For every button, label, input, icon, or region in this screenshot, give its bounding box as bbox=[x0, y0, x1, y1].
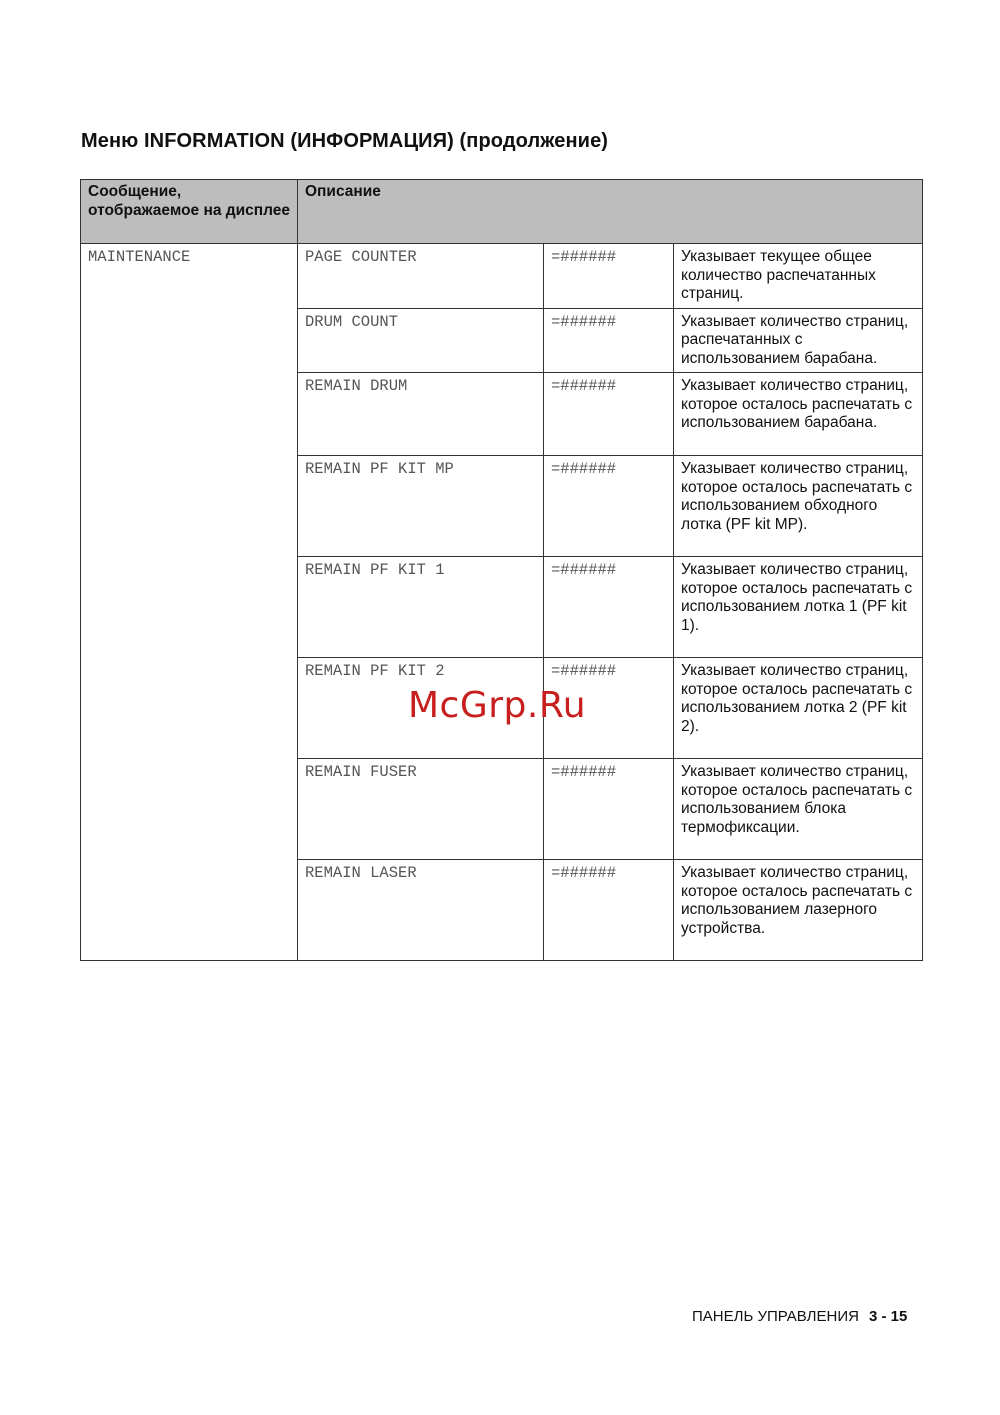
header-display-message: Сообщение, отображаемое на дисплее bbox=[81, 180, 298, 244]
group-maintenance: MAINTENANCE bbox=[81, 244, 298, 961]
row-item: REMAIN PF KIT 1 bbox=[298, 557, 544, 658]
row-item: DRUM COUNT bbox=[298, 308, 544, 373]
page-footer bbox=[692, 1308, 907, 1325]
table-header-row bbox=[81, 180, 923, 244]
row-item: PAGE COUNTER bbox=[298, 244, 544, 309]
row-item: REMAIN LASER bbox=[298, 860, 544, 961]
row-item: REMAIN PF KIT 2 bbox=[298, 658, 544, 759]
row-description: Указывает текущее общее количество распечатанных страниц. bbox=[674, 244, 923, 309]
information-menu-table bbox=[80, 179, 923, 961]
row-description: Указывает количество страниц, которое осталось распечатать с использованием лотка 2 (PF kit 2). bbox=[674, 658, 923, 759]
row-value: =###### bbox=[544, 658, 674, 759]
row-item: REMAIN DRUM bbox=[298, 373, 544, 456]
row-value: =###### bbox=[544, 373, 674, 456]
row-description: Указывает количество страниц, которое осталось распечатать с использованием барабана. bbox=[674, 373, 923, 456]
row-item: REMAIN FUSER bbox=[298, 759, 544, 860]
table-row bbox=[81, 244, 923, 309]
row-description: Указывает количество страниц, которое осталось распечатать с использованием лазерного устройства. bbox=[674, 860, 923, 961]
watermark: McGrp.Ru bbox=[408, 685, 587, 726]
row-description: Указывает количество страниц, распечатанных с использованием барабана. bbox=[674, 308, 923, 373]
row-item: REMAIN PF KIT MP bbox=[298, 456, 544, 557]
footer-section-title: ПАНЕЛЬ УПРАВЛЕНИЯ bbox=[692, 1308, 859, 1325]
row-value: =###### bbox=[544, 557, 674, 658]
page-number: 3 - 15 bbox=[868, 1308, 908, 1325]
row-value: =###### bbox=[544, 308, 674, 373]
page-title: Меню INFORMATION (ИНФОРМАЦИЯ) (продолжение) bbox=[81, 130, 609, 152]
row-description: Указывает количество страниц, которое осталось распечатать с использованием блока термофиксации. bbox=[674, 759, 923, 860]
row-value: =###### bbox=[544, 860, 674, 961]
row-value: =###### bbox=[544, 244, 674, 309]
row-description: Указывает количество страниц, которое осталось распечатать с использованием лотка 1 (PF kit 1). bbox=[674, 557, 923, 658]
row-description: Указывает количество страниц, которое осталось распечатать с использованием обходного лотка (PF kit MP). bbox=[674, 456, 923, 557]
row-value: =###### bbox=[544, 759, 674, 860]
header-description: Описание bbox=[298, 180, 923, 244]
row-value: =###### bbox=[544, 456, 674, 557]
